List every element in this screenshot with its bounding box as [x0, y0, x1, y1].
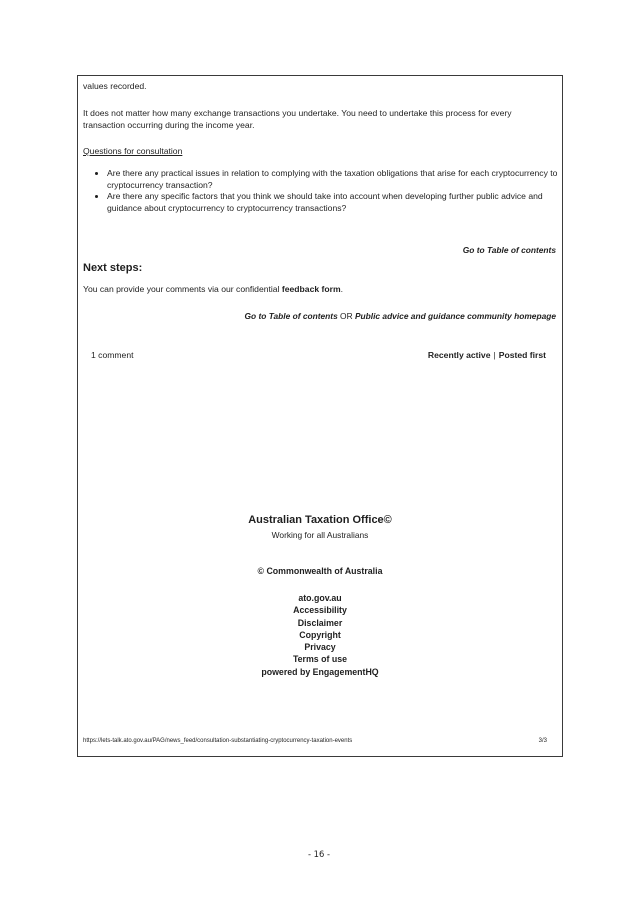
footer-link-copyright[interactable]: Copyright: [299, 629, 341, 640]
footer-links: [78, 592, 562, 678]
next-steps-text: You can provide your comments via our confidential: [83, 284, 282, 294]
footer-link-accessibility[interactable]: Accessibility: [293, 605, 347, 616]
print-url: https://lets-talk.ato.gov.au/PAG/news_feed/consultation-substantiating-cryptocurrency-taxation-events: [83, 738, 353, 744]
footer-link-engagementhq[interactable]: powered by EngagementHQ: [261, 666, 379, 677]
community-homepage-link[interactable]: Public advice and guidance community homepage: [354, 311, 556, 321]
print-page-count: 3/3: [538, 738, 547, 744]
footer-link-terms[interactable]: Terms of use: [292, 654, 348, 665]
paragraph-values-recorded: values recorded.: [83, 81, 147, 91]
questions-list: [83, 168, 579, 214]
comment-count: 1 comment: [91, 350, 134, 360]
question-item: • Are there any specific factors that you think we should take into account when developing further public advice and guidance about cryptocurrency to cryptocurrency transactions?: [107, 191, 579, 214]
footer-link-privacy[interactable]: Privacy: [304, 642, 336, 653]
next-steps-period: .: [340, 284, 344, 294]
sort-recently-active[interactable]: Recently active: [427, 350, 491, 360]
footer-copyright: © Commonwealth of Australia: [257, 566, 383, 576]
or-separator: OR: [337, 311, 355, 321]
questions-heading: Questions for consultation: [83, 146, 183, 156]
printed-webpage-frame: [77, 75, 563, 757]
question-item: • Are there any practical issues in relation to complying with the taxation obligations that arise for each cryptocurrency to cryptocurrency transaction?: [107, 168, 579, 191]
table-of-contents-link[interactable]: Go to Table of contents: [244, 311, 338, 321]
footer-link-ato[interactable]: ato.gov.au: [298, 593, 342, 603]
footer-organisation: Australian Taxation Office©: [248, 514, 392, 526]
sort-posted-first[interactable]: Posted first: [498, 350, 546, 360]
sort-separator: |: [493, 350, 496, 360]
table-of-contents-link[interactable]: Go to Table of contents: [462, 245, 556, 255]
paragraph-exchange-transactions: It does not matter how many exchange transactions you undertake. You need to undertake this process for every transaction occurring during the income year.: [83, 108, 512, 130]
next-steps-heading: Next steps:: [83, 262, 143, 274]
next-steps-paragraph: [83, 284, 343, 296]
navigation-links: [245, 311, 556, 321]
footer-link-disclaimer[interactable]: Disclaimer: [297, 617, 343, 628]
comment-sort-options: [428, 350, 546, 360]
feedback-form-link[interactable]: feedback form: [281, 284, 341, 294]
footer-tagline: Working for all Australians: [271, 530, 369, 540]
page-number: - 16 -: [307, 849, 331, 859]
